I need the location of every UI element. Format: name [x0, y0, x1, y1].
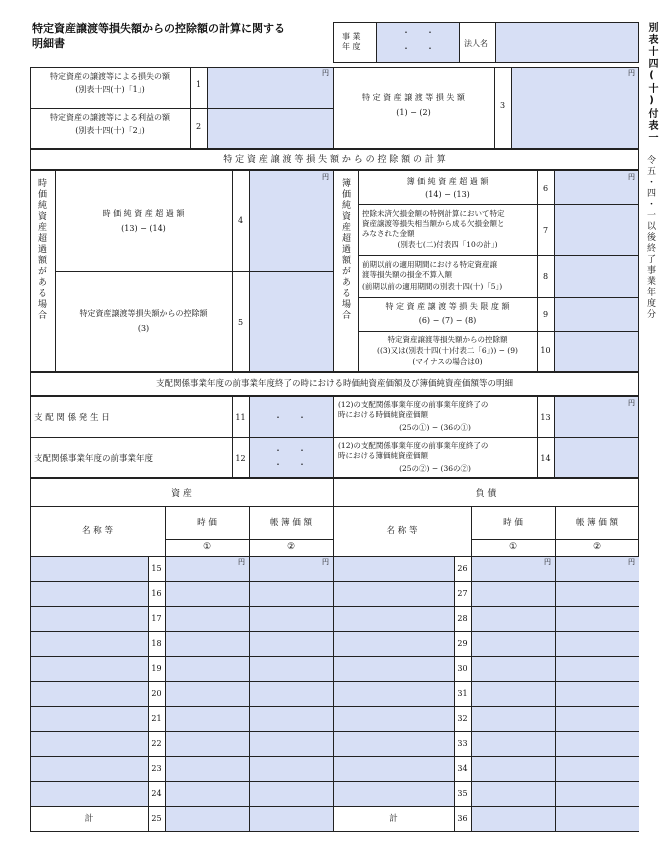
assets-market-input[interactable]: [166, 707, 249, 731]
assets-book-input[interactable]: [250, 607, 333, 631]
assets-col-book-no: ②: [286, 542, 296, 552]
row7-number: 7: [542, 226, 549, 235]
row2-label: 特定資産の譲渡等による利益の額: [50, 113, 170, 122]
assets-name-input[interactable]: [31, 557, 148, 581]
row-number: 30: [457, 664, 468, 673]
assets-name-input[interactable]: [31, 707, 148, 731]
form-number-label: 別表十四(十)付表一: [646, 22, 657, 144]
row-number: 26: [457, 564, 468, 573]
row-number: 29: [457, 639, 468, 648]
liabilities-book-input[interactable]: [556, 807, 639, 831]
liabilities-name-input[interactable]: [334, 782, 454, 806]
row-number: 28: [457, 614, 468, 623]
liabilities-name-input[interactable]: [334, 707, 454, 731]
assets-heading: 資 産: [171, 489, 192, 499]
liabilities-book-input[interactable]: [556, 732, 639, 756]
liabilities-name-input[interactable]: [334, 682, 454, 706]
assets-col-market: 時 価: [197, 518, 217, 528]
row-number: 31: [457, 689, 468, 698]
row5-label: 特定資産譲渡等損失額からの控除額: [79, 309, 208, 318]
row2-input[interactable]: [208, 109, 333, 148]
row-number: 36: [457, 814, 468, 823]
liabilities-col-name: 名 称 等: [386, 526, 418, 536]
liabilities-book-input[interactable]: [556, 582, 639, 606]
row9-formula: (6) − (7) − (8): [418, 316, 477, 325]
liabilities-book-input[interactable]: [556, 707, 639, 731]
row12-number: 12: [235, 454, 246, 463]
assets-book-input[interactable]: [250, 732, 333, 756]
assets-col-book: 帳 簿 価 額: [269, 518, 313, 528]
row6-label: 簿 価 純 資 産 超 過 額: [406, 177, 489, 186]
row-number: 32: [457, 714, 468, 723]
assets-book-input[interactable]: [250, 582, 333, 606]
row-number: 33: [457, 739, 468, 748]
row10-input[interactable]: [555, 332, 638, 371]
row9-label: 特 定 資 産 譲 渡 等 損 失 限 度 額: [385, 302, 510, 311]
liabilities-book-input[interactable]: [556, 557, 639, 581]
row13-number: 13: [540, 413, 551, 422]
row-number: 34: [457, 764, 468, 773]
form-title-line2: 明細書: [32, 37, 65, 50]
liabilities-book-input[interactable]: [556, 682, 639, 706]
liabilities-name-input[interactable]: [334, 607, 454, 631]
row13-input[interactable]: [555, 397, 638, 437]
assets-market-input[interactable]: [166, 632, 249, 656]
liabilities-total-label: 計: [389, 814, 398, 824]
assets-market-input[interactable]: [166, 732, 249, 756]
row5-input[interactable]: [250, 272, 333, 371]
liabilities-name-input[interactable]: [334, 582, 454, 606]
assets-book-input[interactable]: [250, 682, 333, 706]
assets-market-input[interactable]: [166, 557, 249, 581]
liabilities-col-market-no: ①: [508, 542, 518, 552]
corp-name-label: 法人名: [464, 39, 488, 48]
row3-formula: (1) − (2): [396, 108, 431, 117]
row-number: 27: [457, 589, 468, 598]
row-number: 20: [151, 689, 162, 698]
row2-ref: (別表十四(十)「2」): [75, 126, 145, 135]
assets-name-input[interactable]: [31, 632, 148, 656]
liabilities-book-input[interactable]: [556, 782, 639, 806]
assets-total-label: 計: [84, 814, 94, 824]
row-number: 15: [151, 564, 162, 573]
assets-name-input[interactable]: [31, 732, 148, 756]
row8-input[interactable]: [555, 256, 638, 297]
assets-name-input[interactable]: [31, 782, 148, 806]
assets-market-input[interactable]: [166, 807, 249, 831]
assets-col-market-no: ①: [202, 542, 212, 552]
assets-book-input[interactable]: [250, 707, 333, 731]
row9-number: 9: [542, 310, 549, 319]
liabilities-book-input[interactable]: [556, 632, 639, 656]
row-number: 19: [151, 664, 162, 673]
row1-number: 1: [195, 80, 202, 89]
row-number: 18: [151, 639, 162, 648]
liabilities-book-input[interactable]: [556, 607, 639, 631]
row4-label: 時 価 純 資 産 超 過 額: [102, 209, 185, 218]
calc-heading: 特 定 資 産 譲 渡 等 損 失 額 か ら の 控 除 額 の 計 算: [223, 155, 446, 165]
assets-market-input[interactable]: [166, 657, 249, 681]
liabilities-book-input[interactable]: [556, 657, 639, 681]
liabilities-market-input[interactable]: [472, 557, 555, 581]
row-number: 21: [151, 714, 162, 723]
liabilities-heading: 負 債: [475, 489, 497, 499]
row10-number: 10: [540, 346, 551, 355]
assets-book-input[interactable]: [250, 807, 333, 831]
assets-name-input[interactable]: [31, 682, 148, 706]
liabilities-market-input[interactable]: [472, 607, 555, 631]
assets-name-input[interactable]: [31, 757, 148, 781]
assets-market-input[interactable]: [166, 757, 249, 781]
assets-book-input[interactable]: [250, 557, 333, 581]
row12-input[interactable]: [250, 438, 333, 477]
liabilities-market-input[interactable]: [472, 657, 555, 681]
row7-input[interactable]: [555, 205, 638, 255]
assets-name-input[interactable]: [31, 607, 148, 631]
assets-market-input[interactable]: [166, 782, 249, 806]
liabilities-name-input[interactable]: [334, 757, 454, 781]
liabilities-col-market: 時 価: [503, 518, 523, 528]
assets-col-name: 名 称 等: [82, 526, 113, 536]
assets-name-input[interactable]: [31, 582, 148, 606]
liabilities-market-input[interactable]: [472, 632, 555, 656]
row5-number: 5: [237, 318, 244, 327]
row8-number: 8: [542, 272, 549, 281]
row3-input[interactable]: [512, 68, 638, 148]
liabilities-market-input[interactable]: [472, 782, 555, 806]
row14-input[interactable]: [555, 438, 638, 477]
row-number: 16: [151, 589, 162, 598]
liabilities-market-input[interactable]: [472, 807, 555, 831]
row-number: 23: [151, 764, 162, 773]
row-number: 24: [151, 789, 162, 798]
assets-market-input[interactable]: [166, 682, 249, 706]
corp-name-field[interactable]: [496, 23, 638, 62]
row4-input[interactable]: [250, 171, 333, 271]
row9-input[interactable]: [555, 298, 638, 331]
row1-label: 特定資産の譲渡等による損失の額: [50, 72, 170, 81]
row1-input[interactable]: [208, 68, 333, 108]
row4-formula: (13) − (14): [121, 224, 166, 233]
assets-book-input[interactable]: [250, 757, 333, 781]
liabilities-book-input[interactable]: [556, 757, 639, 781]
assets-market-input[interactable]: [166, 607, 249, 631]
row-number: 35: [457, 789, 468, 798]
liabilities-name-input[interactable]: [334, 657, 454, 681]
liabilities-name-input[interactable]: [334, 732, 454, 756]
assets-book-input[interactable]: [250, 657, 333, 681]
row3-label: 特 定 資 産 譲 渡 等 損 失 額: [362, 93, 465, 102]
liabilities-market-input[interactable]: [472, 707, 555, 731]
liabilities-name-input[interactable]: [334, 632, 454, 656]
row-number: 25: [151, 814, 162, 823]
row5-formula: (3): [137, 324, 150, 333]
form-title-line1: 特定資産譲渡等損失額からの控除額の計算に関する: [32, 22, 285, 35]
row1-ref: (別表十四(十)「1」): [75, 85, 145, 94]
row4-number: 4: [237, 216, 244, 225]
liabilities-col-book-no: ②: [592, 542, 602, 552]
assets-market-input[interactable]: [166, 582, 249, 606]
fiscal-year-label: 事 業 年 度: [342, 32, 361, 51]
applicable-period-label: 令五・四・一以後終了事業年度分: [645, 155, 655, 320]
control-heading: 支配関係事業年度の前事業年度終了の時における時価純資産価額及び簿価純資産価額等の明細: [155, 379, 513, 389]
liabilities-name-input[interactable]: [334, 557, 454, 581]
row6-input[interactable]: [555, 171, 638, 204]
row12-label: 支配関係事業年度の前事業年度: [34, 454, 154, 464]
assets-book-input[interactable]: [250, 782, 333, 806]
liabilities-market-input[interactable]: [472, 732, 555, 756]
liabilities-market-input[interactable]: [472, 682, 555, 706]
assets-name-input[interactable]: [31, 657, 148, 681]
row-number: 17: [151, 614, 162, 623]
row11-number: 11: [235, 413, 246, 422]
row-number: 22: [151, 739, 162, 748]
row3-number: 3: [499, 101, 506, 110]
liabilities-col-book: 帳 簿 価 額: [575, 518, 619, 528]
assets-book-input[interactable]: [250, 632, 333, 656]
row2-number: 2: [195, 122, 202, 131]
liabilities-market-input[interactable]: [472, 757, 555, 781]
right-vertical-label: 簿価純資産超過額がある場合: [340, 178, 350, 321]
left-vertical-label: 時価純資産超過額がある場合: [36, 178, 46, 321]
liabilities-market-input[interactable]: [472, 582, 555, 606]
row14-number: 14: [540, 454, 551, 463]
row11-label: 支 配 関 係 発 生 日: [34, 413, 110, 423]
row6-formula: (14) − (13): [425, 190, 470, 199]
row6-number: 6: [542, 184, 549, 193]
